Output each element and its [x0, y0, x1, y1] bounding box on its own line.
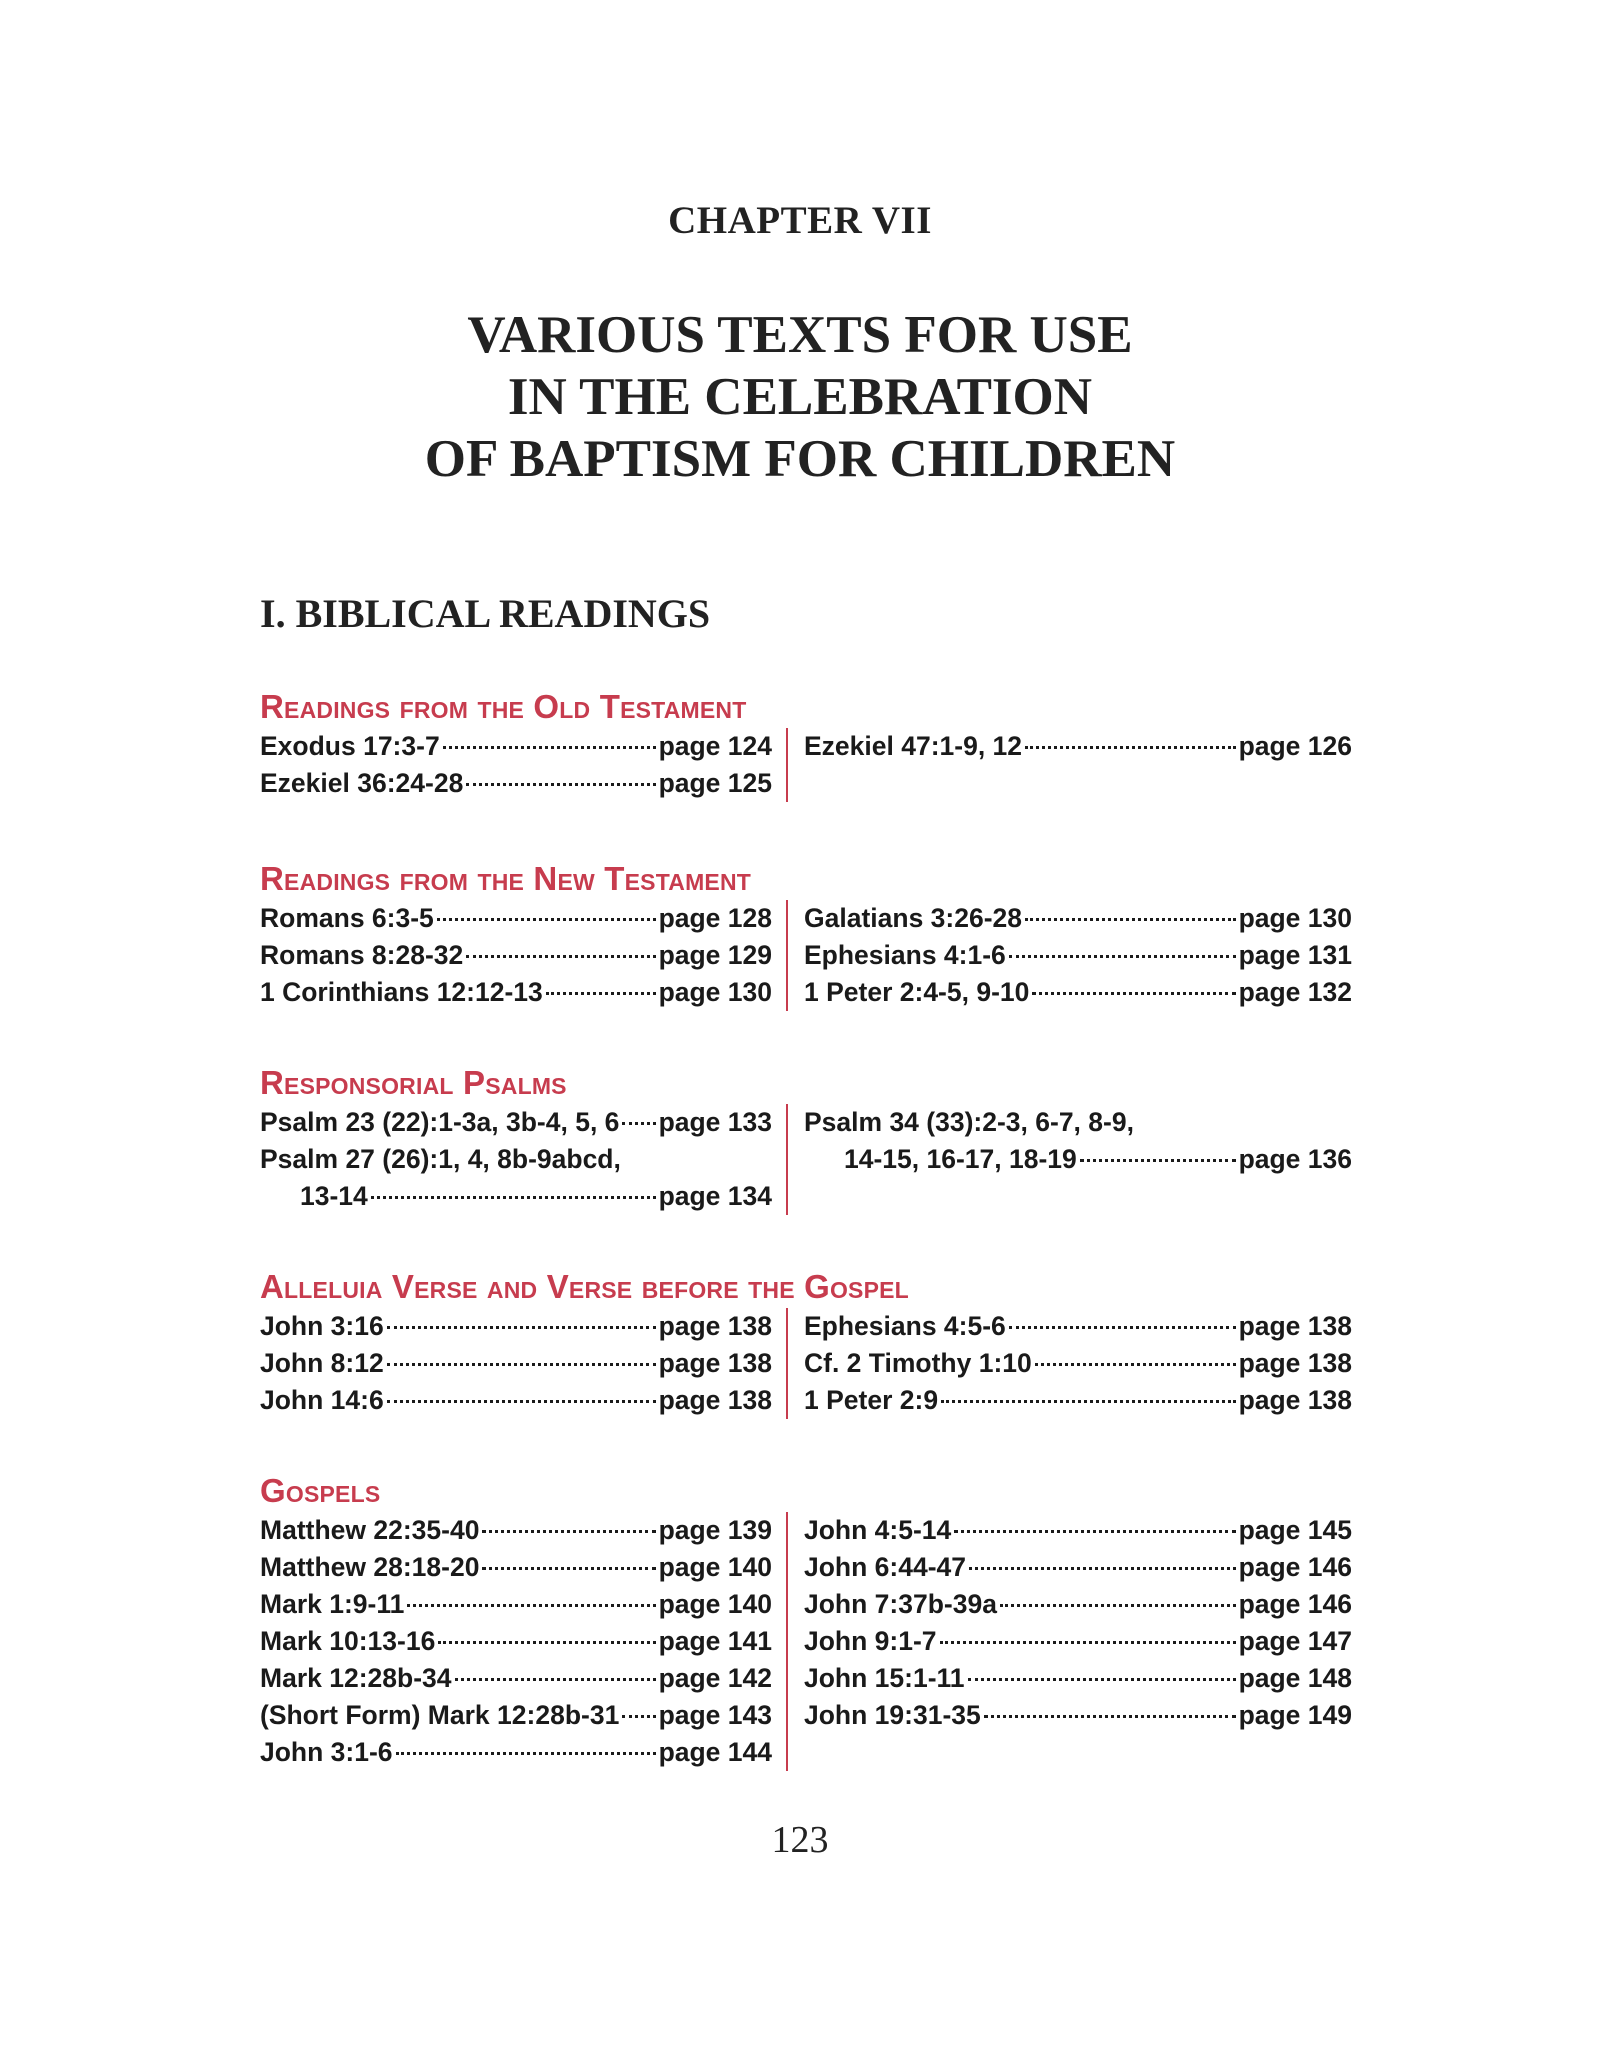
reading-entry-first-line: [804, 1104, 1352, 1141]
dot-leader: [443, 746, 656, 749]
dot-leader: [371, 1196, 656, 1199]
dot-leader: [954, 1530, 1235, 1533]
reading-entry: [260, 1104, 786, 1141]
columns: [260, 1104, 1352, 1215]
reading-ref: John 8:12: [260, 1348, 384, 1378]
reading-ref: Ezekiel 36:24-28: [260, 768, 464, 798]
reading-entry: [804, 937, 1352, 974]
reading-ref: (Short Form) Mark 12:28b-31: [260, 1700, 620, 1730]
reading-entry: [260, 937, 786, 974]
page-ref: page 146: [1238, 1589, 1352, 1619]
dot-leader: [1009, 1326, 1236, 1329]
page-ref: page 138: [658, 1311, 772, 1341]
reading-entry: [804, 1623, 1352, 1660]
dot-leader: [1009, 955, 1236, 958]
page-ref: page 129: [658, 940, 772, 970]
left-column: [260, 1104, 788, 1215]
columns: [260, 1512, 1352, 1771]
page-title: [0, 304, 1600, 490]
page-ref: page 130: [1238, 903, 1352, 933]
dot-leader: [455, 1678, 656, 1681]
reading-ref: Mark 10:13-16: [260, 1626, 436, 1656]
group-old-testament: [260, 690, 1352, 802]
page-ref: page 138: [1238, 1311, 1352, 1341]
page-ref: page 141: [658, 1626, 772, 1656]
reading-entry: [260, 1697, 786, 1734]
reading-ref: Romans 8:28-32: [260, 940, 464, 970]
right-column: [788, 728, 1352, 802]
reading-ref: Romans 6:3-5: [260, 903, 434, 933]
reading-ref: John 14:6: [260, 1385, 384, 1415]
reading-entry: [804, 900, 1352, 937]
title-line-1: VARIOUS TEXTS FOR USE: [467, 306, 1133, 364]
dot-leader: [482, 1567, 655, 1570]
left-column: [260, 1308, 788, 1419]
dot-leader: [968, 1678, 1236, 1681]
group-title: Alleluia Verse and Verse before the Gospel: [260, 1268, 909, 1305]
reading-entry: [260, 1308, 786, 1345]
right-column: [788, 1512, 1352, 1771]
dot-leader: [1025, 918, 1236, 921]
page-ref: page 133: [658, 1107, 772, 1137]
columns: [260, 728, 1352, 802]
title-line-3: OF BAPTISM FOR CHILDREN: [424, 430, 1176, 488]
reading-entry: [260, 1623, 786, 1660]
page-ref: page 142: [658, 1663, 772, 1693]
reading-entry: [260, 1345, 786, 1382]
page-ref: page 140: [658, 1552, 772, 1582]
dot-leader: [1025, 746, 1236, 749]
page-ref: page 138: [658, 1348, 772, 1378]
chapter-label: CHAPTER VII: [668, 199, 932, 242]
reading-ref: Psalm 23 (22):1-3a, 3b-4, 5, 6: [260, 1107, 620, 1137]
page-ref: page 140: [658, 1589, 772, 1619]
dot-leader: [622, 1715, 655, 1718]
reading-entry: [260, 900, 786, 937]
group-alleluia-verse: [260, 1270, 1352, 1419]
page-ref: page 131: [1238, 940, 1352, 970]
reading-entry: [260, 1382, 786, 1419]
page-ref: page 143: [658, 1700, 772, 1730]
reading-ref: 1 Corinthians 12:12-13: [260, 977, 543, 1007]
page-ref: page 145: [1238, 1515, 1352, 1545]
page-ref: page 139: [658, 1515, 772, 1545]
title-line-2: IN THE CELEBRATION: [507, 368, 1093, 426]
reading-entry: [804, 1512, 1352, 1549]
dot-leader: [1032, 992, 1235, 995]
reading-entry: [804, 728, 1352, 765]
dot-leader: [466, 955, 655, 958]
columns: [260, 900, 1352, 1011]
page-ref: page 130: [658, 977, 772, 1007]
left-column: [260, 728, 788, 802]
page-number: 123: [771, 1819, 829, 1861]
reading-ref: John 7:37b-39a: [804, 1589, 997, 1619]
right-column: [788, 1308, 1352, 1419]
group-gospels: [260, 1474, 1352, 1771]
reading-ref: John 9:1-7: [804, 1626, 937, 1656]
reading-entry: [804, 1660, 1352, 1697]
reading-ref: Cf. 2 Timothy 1:10: [804, 1348, 1032, 1378]
reading-ref: John 3:16: [260, 1311, 384, 1341]
dot-leader: [1080, 1159, 1236, 1162]
reading-ref: Mark 1:9-11: [260, 1589, 405, 1619]
right-column: [788, 1104, 1352, 1215]
reading-ref: 1 Peter 2:4-5, 9-10: [804, 977, 1030, 1007]
reading-entry: [260, 1586, 786, 1623]
dot-leader: [984, 1715, 1236, 1718]
dot-leader: [940, 1641, 1236, 1644]
reading-ref-continuation: 13-14: [300, 1181, 368, 1211]
reading-ref: 1 Peter 2:9: [804, 1385, 939, 1415]
section-heading: I. BIBLICAL READINGS: [260, 591, 711, 636]
reading-entry: [804, 974, 1352, 1011]
reading-entry: [260, 1734, 786, 1771]
left-column: [260, 900, 788, 1011]
page-ref: page 138: [1238, 1385, 1352, 1415]
dot-leader: [387, 1363, 656, 1366]
page-ref: page 136: [1238, 1144, 1352, 1174]
reading-ref: Ephesians 4:1-6: [804, 940, 1006, 970]
page-ref: page 138: [1238, 1348, 1352, 1378]
reading-ref: Exodus 17:3-7: [260, 731, 440, 761]
reading-entry-continuation: [804, 1141, 1352, 1178]
reading-entry: [260, 765, 786, 802]
reading-ref: Psalm 27 (26):1, 4, 8b-9abcd,: [260, 1144, 621, 1174]
dot-leader: [407, 1604, 655, 1607]
group-new-testament: [260, 862, 1352, 1011]
reading-ref: John 4:5-14: [804, 1515, 952, 1545]
dot-leader: [941, 1400, 1236, 1403]
page-ref: page 146: [1238, 1552, 1352, 1582]
reading-ref: Ephesians 4:5-6: [804, 1311, 1006, 1341]
reading-entry: [260, 1660, 786, 1697]
columns: [260, 1308, 1352, 1419]
page-ref: page 149: [1238, 1700, 1352, 1730]
dot-leader: [969, 1567, 1236, 1570]
reading-entry: [804, 1345, 1352, 1382]
reading-entry: [260, 728, 786, 765]
dot-leader: [546, 992, 656, 995]
dot-leader: [387, 1400, 656, 1403]
reading-ref: John 6:44-47: [804, 1552, 967, 1582]
reading-ref: Galatians 3:26-28: [804, 903, 1023, 933]
left-column: [260, 1512, 788, 1771]
page-ref: page 132: [1238, 977, 1352, 1007]
reading-ref: Matthew 28:18-20: [260, 1552, 480, 1582]
page-ref: page 148: [1238, 1663, 1352, 1693]
reading-ref: Mark 12:28b-34: [260, 1663, 452, 1693]
reading-entry: [260, 974, 786, 1011]
dot-leader: [396, 1752, 656, 1755]
dot-leader: [1000, 1604, 1236, 1607]
dot-leader: [438, 1641, 655, 1644]
group-title: Readings from the Old Testament: [260, 688, 747, 725]
group-title: Readings from the New Testament: [260, 860, 752, 897]
reading-ref: Matthew 22:35-40: [260, 1515, 480, 1545]
dot-leader: [466, 783, 655, 786]
reading-entry: [260, 1512, 786, 1549]
page-ref: page 124: [658, 731, 772, 761]
page-ref: page 138: [658, 1385, 772, 1415]
reading-entry: [260, 1549, 786, 1586]
reading-ref-continuation: 14-15, 16-17, 18-19: [844, 1144, 1077, 1174]
dot-leader: [622, 1122, 655, 1125]
group-title: Gospels: [260, 1472, 381, 1509]
reading-entry-continuation: [260, 1178, 786, 1215]
page-ref: page 128: [658, 903, 772, 933]
reading-entry: [804, 1586, 1352, 1623]
reading-ref: Ezekiel 47:1-9, 12: [804, 731, 1023, 761]
reading-ref: John 3:1-6: [260, 1737, 393, 1767]
dot-leader: [387, 1326, 656, 1329]
group-title: Responsorial Psalms: [260, 1064, 567, 1101]
reading-ref: John 15:1-11: [804, 1663, 965, 1693]
page-ref: page 134: [658, 1181, 772, 1211]
reading-ref: Psalm 34 (33):2-3, 6-7, 8-9,: [804, 1107, 1134, 1137]
reading-entry: [804, 1697, 1352, 1734]
dot-leader: [482, 1530, 655, 1533]
page-ref: page 126: [1238, 731, 1352, 761]
page-ref: page 125: [658, 768, 772, 798]
reading-entry: [804, 1382, 1352, 1419]
reading-entry: [804, 1549, 1352, 1586]
dot-leader: [1035, 1363, 1236, 1366]
page-ref: page 147: [1238, 1626, 1352, 1656]
group-responsorial-psalms: [260, 1066, 1352, 1215]
reading-entry-first-line: [260, 1141, 786, 1178]
reading-ref: John 19:31-35: [804, 1700, 981, 1730]
dot-leader: [437, 918, 656, 921]
page-ref: page 144: [658, 1737, 772, 1767]
right-column: [788, 900, 1352, 1011]
reading-entry: [804, 1308, 1352, 1345]
